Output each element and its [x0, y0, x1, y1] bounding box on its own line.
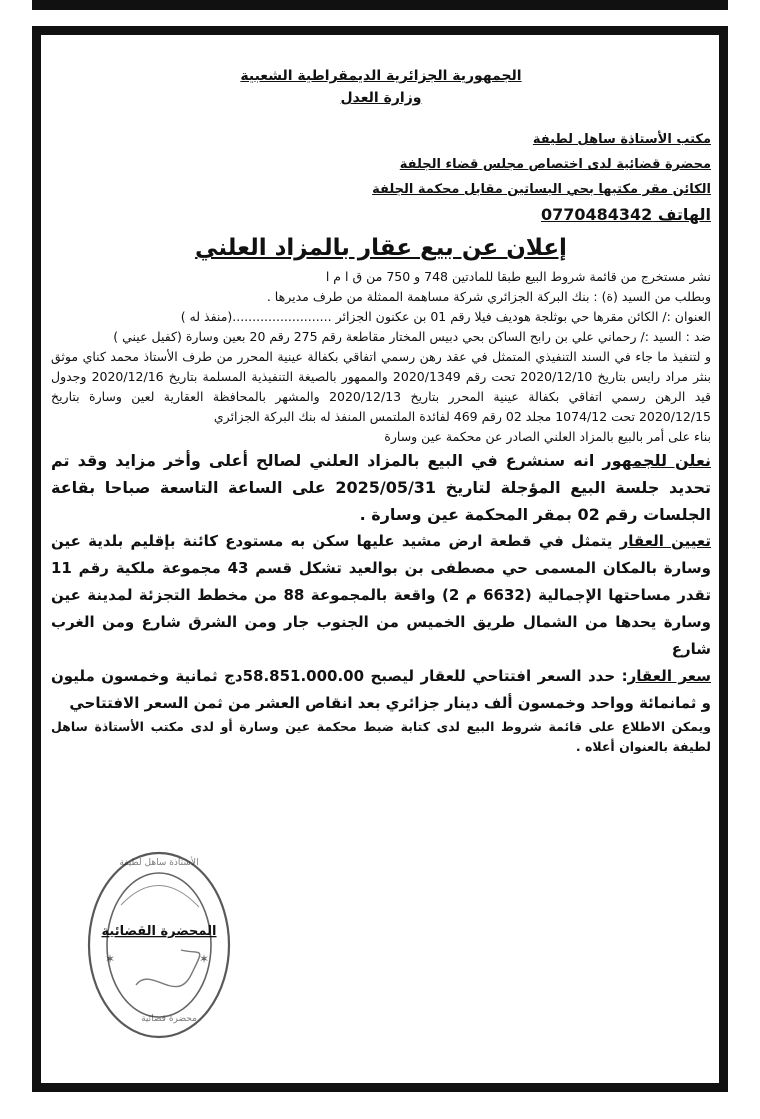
stamp-ring-text: الأستاذة ساهل لطيفة — [119, 858, 199, 868]
office-phone: الهاتف 0770484342 — [540, 205, 711, 224]
opening-price — [51, 663, 711, 717]
stamp-star-icon: ✶ — [199, 952, 210, 966]
property-description — [51, 528, 711, 663]
enforcement-basis: و لتنفيذ ما جاء في السند التنفيذي المتمثل في عقد رهن رسمي اتفاقي بكفالة عينية المحرر من طرف الأستاذ محمد كناي موثق بنثر مراد رايس بتاريخ 2020/12/10 تحت رقم 2020/1349 والممهور بالصيغة التنفيذية المسلمة بتاريخ 2020/12/16 وجدول قيد الرهن رسمي اتفاقي بكفالة عينية المحرر بتاريخ 2020/12/13 والمشهر بالمحافظة العقارية لعين وسارة بتاريخ 2020/12/15 تحت 1074/12 مجلد 02 رقم 469 لفائدة الملتمس المنفذ له بنك البركة الجزائري — [51, 349, 712, 424]
legal-basis: نشر مستخرج من قائمة شروط البيع طبقا للمادتين 748 و 750 من ق ا م ا — [325, 269, 711, 284]
notice-title: إعلان عن بيع عقار بالمزاد العلني — [195, 235, 567, 261]
announcement-text: انه سنشرع في البيع بالمزاد العلني لصالح أعلى وأخر مزايد وقد تم تحديد جلسة البيع المؤجلة لتاريخ 2025/05/31 على الساعة التاسعة صباحا بقاعة الجلسات رقم 02 بمقر المحكمة عين وسارة . — [51, 451, 711, 524]
office-info — [51, 127, 711, 227]
requesting-party-address: العنوان :/ الكائن مقرها حي بوثلجة هوديف فيلا رقم 01 بن عكنون الجزائر .........................(منفذ له ) — [180, 309, 711, 324]
office-name: مكتب الأستاذة ساهل لطيفة — [532, 132, 711, 147]
office-address: الكائن مقر مكتبها بحي البساتين مقابل محكمة الجلفة — [372, 182, 711, 197]
top-black-bar — [32, 0, 728, 10]
property-label: تعيين العقار — [619, 532, 711, 550]
signature-title: المحضرة القضائية — [101, 924, 217, 939]
defendant: ضد : السيد :/ رحماني علي بن رابح الساكن بحي دبيس المختار مقاطعة رقم 275 رقم 20 بعين وسارة (كفيل عيني ) — [113, 329, 711, 344]
property-text: يتمثل في قطعة ارض مشيد عليها سكن به مستودع كائنة بإقليم بلدية عين وسارة بالمكان المسمى حي مصطفى بن بوالعيد تشكل قسم 43 مجموعة ملكية رقم 11 تقدر مساحتها الإجمالية (6632 م 2) واقعة بالمجموعة 88 من مخطط التجزئة لمدينة عين وسارة يحدها من الشمال طريق الخميس من الجنوب جار ومن الشرق شارع ومن الغرب شارع — [51, 532, 711, 658]
announcement-label: نعلن للجمهور — [602, 451, 711, 470]
republic-header: الجمهورية الجزائرية الديمقراطية الشعبية — [240, 68, 522, 84]
notice-document — [51, 65, 711, 757]
ministry-header: وزارة العدل — [340, 90, 422, 106]
official-stamp — [81, 835, 236, 1045]
announcement — [51, 447, 711, 528]
notice-frame — [32, 26, 728, 1092]
office-role: محضرة قضائية لدى اختصاص مجلس قضاء الجلفة — [399, 157, 711, 172]
price-label: سعر العقار — [627, 667, 712, 685]
court-order: بناء على أمر بالبيع بالمزاد العلني الصادر عن محكمة عين وسارة — [384, 429, 711, 444]
stamp-star-icon: ✶ — [105, 952, 116, 966]
requesting-party: وبطلب من السيد (ة) : بنك البركة الجزائري شركة مساهمة الممثلة من طرف مديرها . — [266, 289, 711, 304]
price-text: : حدد السعر افتتاحي للعقار ليصبح 58.851.000.00دج ثمانية وخمسون مليون و ثمانمائة وواحد وخمسون ألف دينار جزائري بعد انقاص العشر من ثمن السعر الافتتاحي — [51, 667, 711, 712]
stamp-inner-text: محضرة قضائية — [141, 1014, 197, 1024]
closing-note: ويمكن الاطلاع على قائمة شروط البيع لدى كتابة ضبط محكمة عين وسارة أو لدى مكتب الأستاذة ساهل لطيفة بالعنوان أعلاه . — [51, 719, 711, 754]
